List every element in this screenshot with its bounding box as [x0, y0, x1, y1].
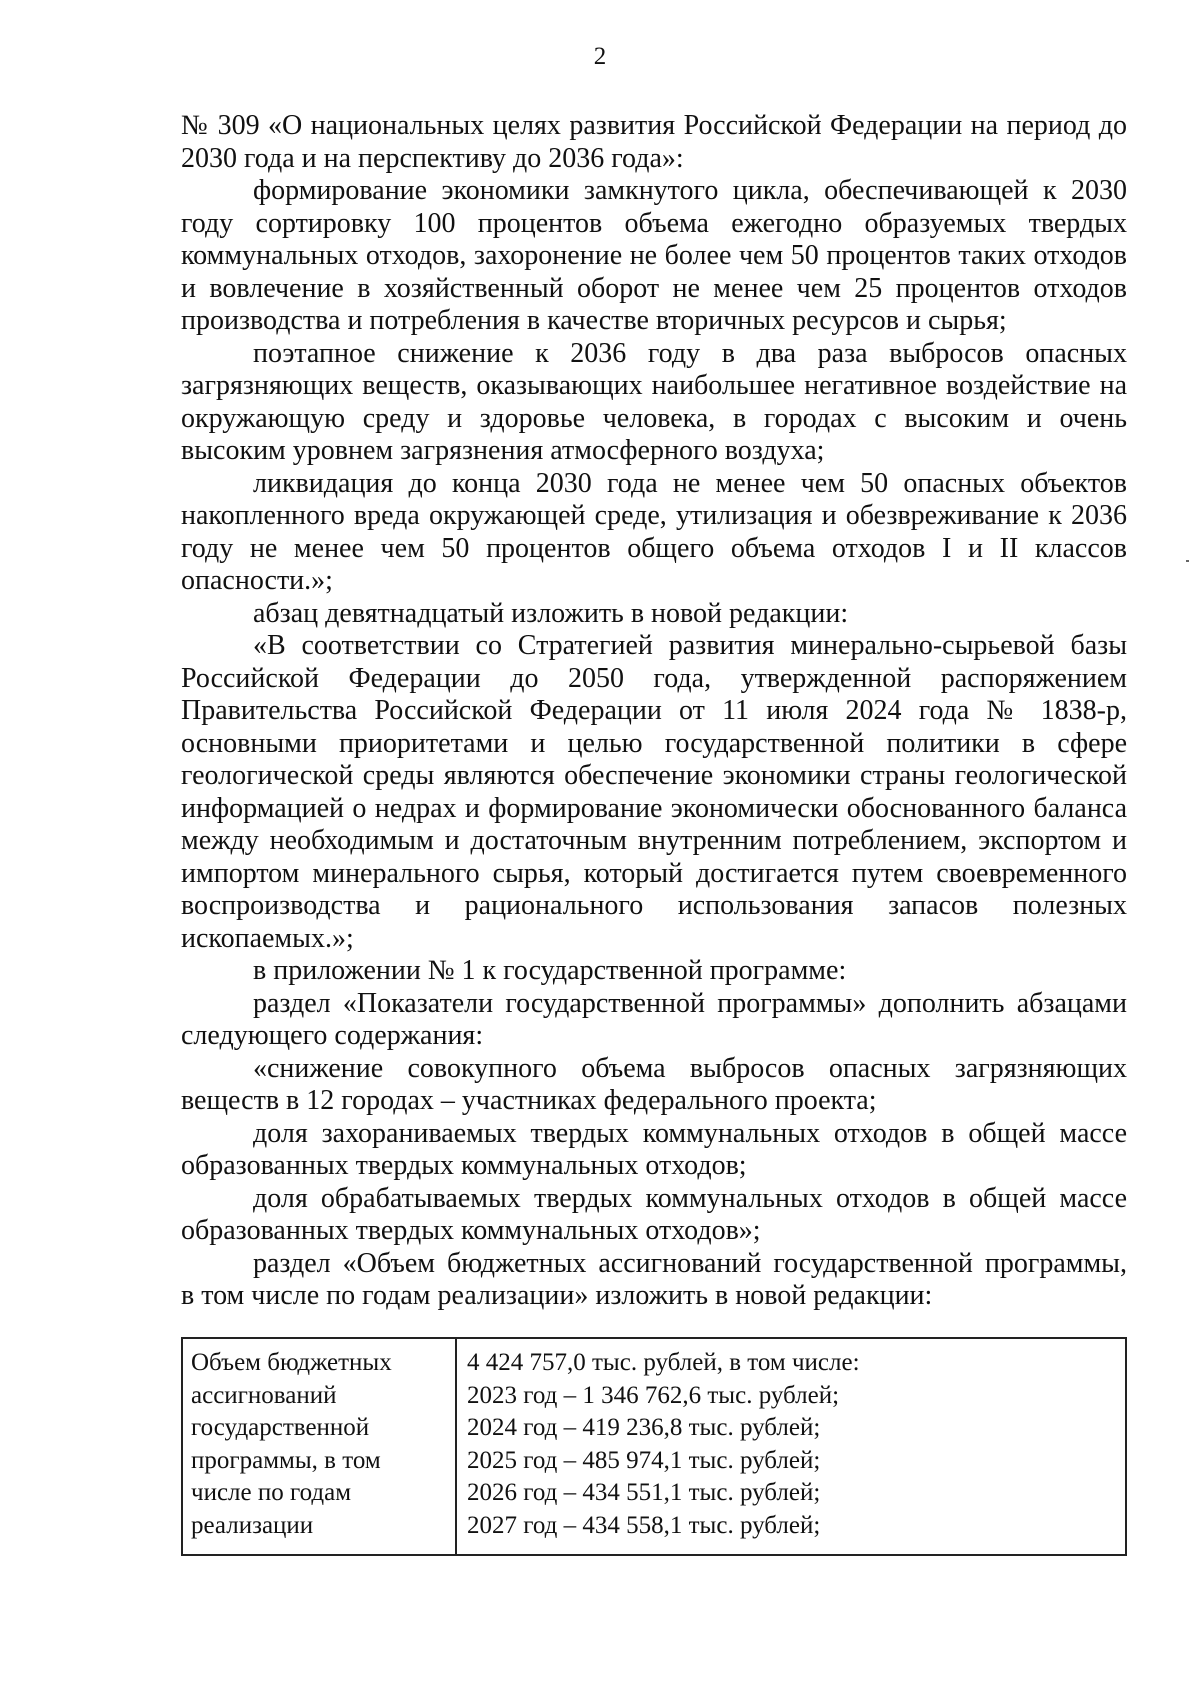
paragraph-emissions-reduction: поэтапное снижение к 2036 году в два раза выбросов опасных загрязняющих веществ, оказывающих наибольшее негативное воздействие на окружающую среду и здоровье человека, в городах с высоким и очень высоким уровнем загрязнения атмосферного воздуха;	[181, 337, 1127, 466]
table-label-line: ассигнований	[191, 1381, 337, 1409]
table-label-line: программы, в том	[191, 1446, 381, 1474]
paragraph-budget-section	[181, 1248, 1127, 1313]
budget-year-2026: 2026 год – 434 551,1 тыс. рублей;	[467, 1479, 821, 1506]
paragraph-circular-economy: формирование экономики замкнутого цикла, обеспечивающей к 2030 году сортировку 100 процентов объема ежегодно образуемых твердых коммунальных отходов, захоронение не более чем 50 процентов таких отходов и вовлечение в хозяйственный оборот не менее чем 25 процентов отходов производства и потребления в качестве вторичных ресурсов и сырья;	[181, 175, 1127, 336]
paragraph-nineteenth-abzac: абзац девятнадцатый изложить в новой редакции:	[253, 597, 849, 629]
paragraph-emissions-indicator: «снижение совокупного объема выбросов опасных загрязняющих веществ в 12 городах – участниках федерального проекта;	[181, 1052, 1127, 1116]
scan-artifact	[1186, 560, 1189, 562]
budget-allocation-table	[181, 1337, 1127, 1556]
budget-year-2025: 2025 год – 485 974,1 тыс. рублей;	[467, 1446, 821, 1474]
paragraph-decree-reference	[181, 110, 1127, 175]
table-value-cell	[456, 1338, 1126, 1555]
paragraph-line: раздел «Объем бюджетных ассигнований государственной программы,	[253, 1247, 1127, 1279]
paragraph-indicators-section: раздел «Показатели государственной программы» дополнить абзацами следующего содержания:	[181, 987, 1127, 1051]
table-label-line: государственной	[191, 1414, 370, 1441]
budget-year-2023: 2023 год – 1 346 762,6 тыс. рублей;	[467, 1381, 840, 1409]
paragraph-processed-share: доля обрабатываемых твердых коммунальных отходов в общей массе образованных твердых коммунальных отходов»;	[181, 1182, 1127, 1246]
budget-total: 4 424 757,0 тыс. рублей, в том числе:	[467, 1349, 860, 1376]
document-body	[181, 110, 1127, 1313]
table-label-line: числе по годам	[191, 1479, 352, 1506]
budget-year-2027: 2027 год – 434 558,1 тыс. рублей;	[467, 1511, 821, 1539]
table-row	[182, 1338, 1126, 1555]
paragraph-accumulated-harm: ликвидация до конца 2030 года не менее чем 50 опасных объектов накопленного вреда окружающей среде, утилизация и обезвреживание к 2036 году не менее чем 50 процентов общего объема отходов I и II классов опасности.»;	[181, 467, 1127, 596]
paragraph-mineral-strategy: «В соответствии со Стратегией развития минерально-сырьевой базы Российской Федерации до 2050 года, утвержденной распоряжением Правительства Российской Федерации от 11 июля 2024 года № 1838-р, основными приоритетами и целью государственной политики в сфере геологической среды являются обеспечение экономики страны геологической информацией о недрах и формирование экономически обоснованного баланса между необходимым и достаточным внутренним потреблением, экспортом и импортом минерального сырья, который достигается путем своевременного воспроизводства и рационального использования запасов полезных ископаемых.»;	[181, 630, 1127, 954]
table-label-line: Объем бюджетных	[191, 1349, 392, 1376]
table-label-line: реализации	[191, 1511, 314, 1539]
paragraph-line: № 309 «О национальных целях развития Российской Федерации на период до	[181, 110, 1127, 141]
table-label-cell	[182, 1338, 456, 1555]
paragraph-line: в том числе по годам реализации» изложить в новой редакции:	[181, 1280, 933, 1311]
paragraph-line: 2030 года и на перспективу до 2036 года»:	[181, 142, 684, 174]
paragraph-landfill-share: доля захораниваемых твердых коммунальных отходов в общей массе образованных твердых коммунальных отходов;	[181, 1117, 1127, 1181]
page-number: 2	[593, 43, 607, 70]
paragraph-appendix-1: в приложении № 1 к государственной программе:	[253, 955, 847, 986]
budget-year-2024: 2024 год – 419 236,8 тыс. рублей;	[467, 1414, 821, 1441]
